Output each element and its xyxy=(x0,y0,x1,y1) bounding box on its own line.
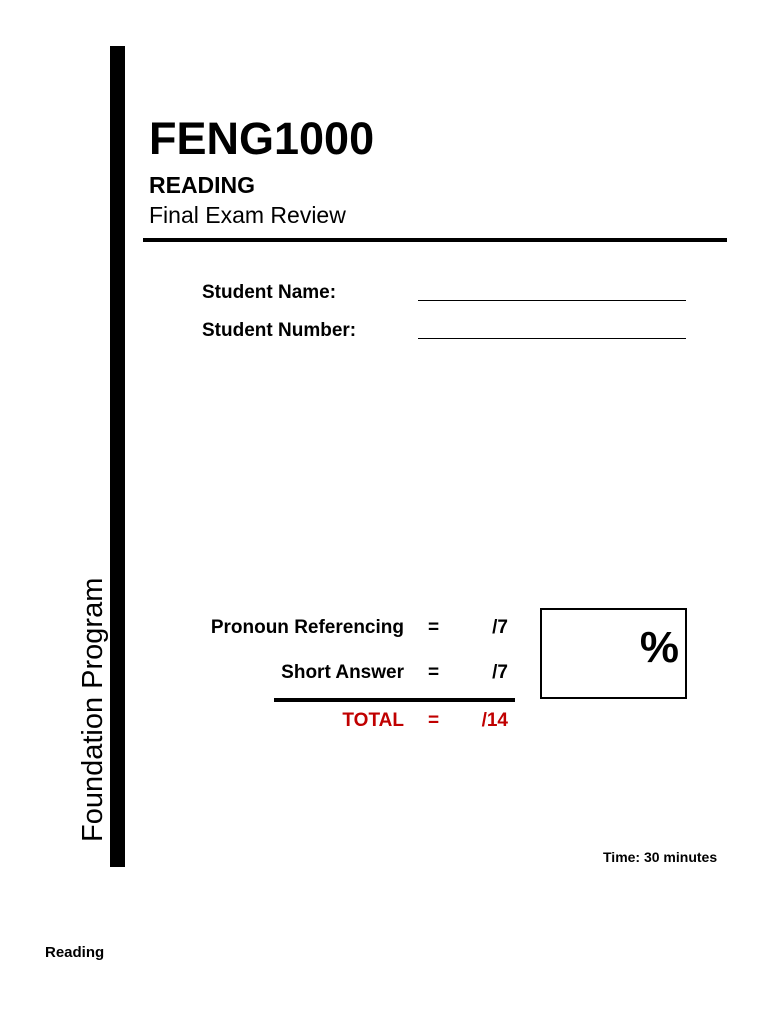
student-number-label: Student Number: xyxy=(202,320,357,341)
score-divider xyxy=(274,698,515,702)
course-code: FENG1000 xyxy=(149,113,375,164)
total-label: TOTAL xyxy=(342,710,404,731)
short-answer-equals: = xyxy=(428,662,440,683)
title-divider xyxy=(143,238,727,242)
student-number-field[interactable] xyxy=(418,338,686,339)
footer-label: Reading xyxy=(45,944,105,961)
student-name-label: Student Name: xyxy=(202,282,337,303)
exam-subtitle: Final Exam Review xyxy=(149,202,346,228)
student-name-field[interactable] xyxy=(418,300,686,301)
program-label: Foundation Program xyxy=(77,577,109,842)
short-answer-score: /7 xyxy=(492,662,508,683)
percent-box xyxy=(540,608,687,699)
subject-heading: READING xyxy=(149,172,256,198)
pronoun-referencing-equals: = xyxy=(428,617,440,638)
total-equals: = xyxy=(428,710,440,731)
short-answer-label: Short Answer xyxy=(281,662,404,683)
time-allowed: Time: 30 minutes xyxy=(603,849,718,865)
vertical-bar-divider xyxy=(110,46,125,867)
total-score: /14 xyxy=(481,710,508,731)
pronoun-referencing-label: Pronoun Referencing xyxy=(210,617,404,638)
pronoun-referencing-score: /7 xyxy=(492,617,508,638)
percent-symbol: % xyxy=(639,623,679,672)
